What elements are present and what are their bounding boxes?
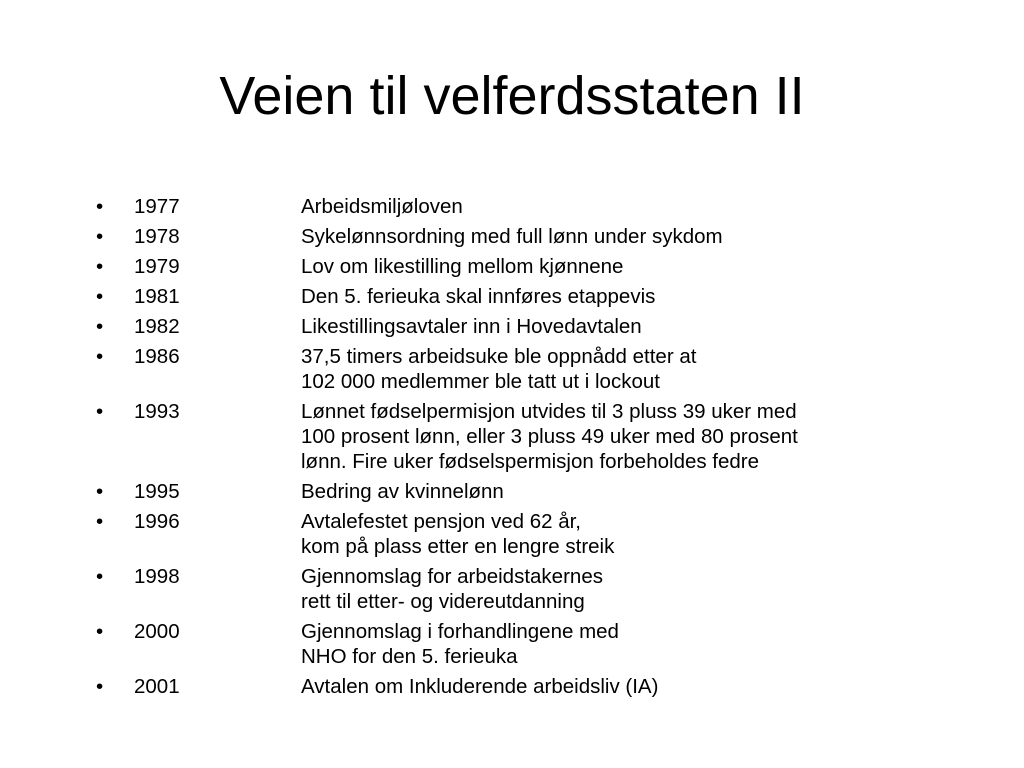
timeline-entry bbox=[96, 284, 956, 309]
timeline-entry bbox=[96, 224, 956, 249]
bullet-icon: • bbox=[96, 480, 104, 503]
timeline-entry bbox=[96, 479, 956, 504]
bullet-icon: • bbox=[96, 400, 104, 423]
timeline-entry bbox=[96, 509, 956, 559]
bullet-icon: • bbox=[96, 675, 104, 698]
entry-year: 1978 bbox=[134, 225, 180, 248]
timeline-entry bbox=[96, 254, 956, 279]
entry-year: 1986 bbox=[134, 345, 180, 368]
entry-description-line: Avtalefestet pensjon ved 62 år, bbox=[301, 510, 581, 533]
entry-year: 1996 bbox=[134, 510, 180, 533]
entry-description-line: Arbeidsmiljøloven bbox=[301, 195, 463, 218]
entry-description bbox=[301, 564, 956, 614]
entry-year: 1979 bbox=[134, 255, 180, 278]
entry-description bbox=[301, 254, 956, 279]
entry-description-line: Gjennomslag for arbeidstakernes bbox=[301, 565, 603, 588]
entry-year: 1977 bbox=[134, 195, 180, 218]
entry-description bbox=[301, 344, 956, 394]
entry-description-line: Lønnet fødselpermisjon utvides til 3 pluss 39 uker med bbox=[301, 400, 797, 423]
entry-description-line: rett til etter- og videreutdanning bbox=[301, 590, 585, 613]
timeline-entry bbox=[96, 344, 956, 394]
entry-description-line: 100 prosent lønn, eller 3 pluss 49 uker med 80 prosent bbox=[301, 425, 798, 448]
entry-description-line: Bedring av kvinnelønn bbox=[301, 480, 504, 503]
entry-description bbox=[301, 314, 956, 339]
bullet-icon: • bbox=[96, 225, 104, 248]
bullet-icon: • bbox=[96, 510, 104, 533]
timeline-entry bbox=[96, 314, 956, 339]
timeline-entry bbox=[96, 619, 956, 669]
entry-description bbox=[301, 194, 956, 219]
entry-description-line: Sykelønnsordning med full lønn under sykdom bbox=[301, 225, 723, 248]
entry-description-line: Lov om likestilling mellom kjønnene bbox=[301, 255, 624, 278]
entry-description bbox=[301, 479, 956, 504]
bullet-icon: • bbox=[96, 315, 104, 338]
entry-description bbox=[301, 674, 956, 699]
bullet-icon: • bbox=[96, 285, 104, 308]
entry-description bbox=[301, 224, 956, 249]
timeline-entry bbox=[96, 564, 956, 614]
entry-description-line: NHO for den 5. ferieuka bbox=[301, 645, 518, 668]
entry-description-line: Den 5. ferieuka skal innføres etappevis bbox=[301, 285, 656, 308]
entry-description bbox=[301, 509, 956, 559]
entry-description-line: kom på plass etter en lengre streik bbox=[301, 535, 615, 558]
entry-year: 1998 bbox=[134, 565, 180, 588]
entry-year: 2001 bbox=[134, 675, 180, 698]
entry-description-line: 37,5 timers arbeidsuke ble oppnådd etter at bbox=[301, 345, 697, 368]
entry-description-line: Likestillingsavtaler inn i Hovedavtalen bbox=[301, 315, 642, 338]
timeline-list bbox=[96, 194, 956, 704]
bullet-icon: • bbox=[96, 195, 104, 218]
slide-title: Veien til velferdsstaten II bbox=[219, 66, 805, 126]
entry-description-line: Gjennomslag i forhandlingene med bbox=[301, 620, 619, 643]
entry-year: 2000 bbox=[134, 620, 180, 643]
entry-description-line: Avtalen om Inkluderende arbeidsliv (IA) bbox=[301, 675, 659, 698]
timeline-entry bbox=[96, 674, 956, 699]
bullet-icon: • bbox=[96, 620, 104, 643]
entry-description bbox=[301, 284, 956, 309]
timeline-entry bbox=[96, 194, 956, 219]
entry-year: 1982 bbox=[134, 315, 180, 338]
entry-description-line: lønn. Fire uker fødselspermisjon forbeholdes fedre bbox=[301, 450, 760, 473]
bullet-icon: • bbox=[96, 255, 104, 278]
entry-year: 1995 bbox=[134, 480, 180, 503]
bullet-icon: • bbox=[96, 345, 104, 368]
entry-year: 1981 bbox=[134, 285, 180, 308]
timeline-entry bbox=[96, 399, 956, 474]
entry-description-line: 102 000 medlemmer ble tatt ut i lockout bbox=[301, 370, 660, 393]
entry-description bbox=[301, 619, 956, 669]
entry-description bbox=[301, 399, 956, 474]
entry-year: 1993 bbox=[134, 400, 180, 423]
bullet-icon: • bbox=[96, 565, 104, 588]
